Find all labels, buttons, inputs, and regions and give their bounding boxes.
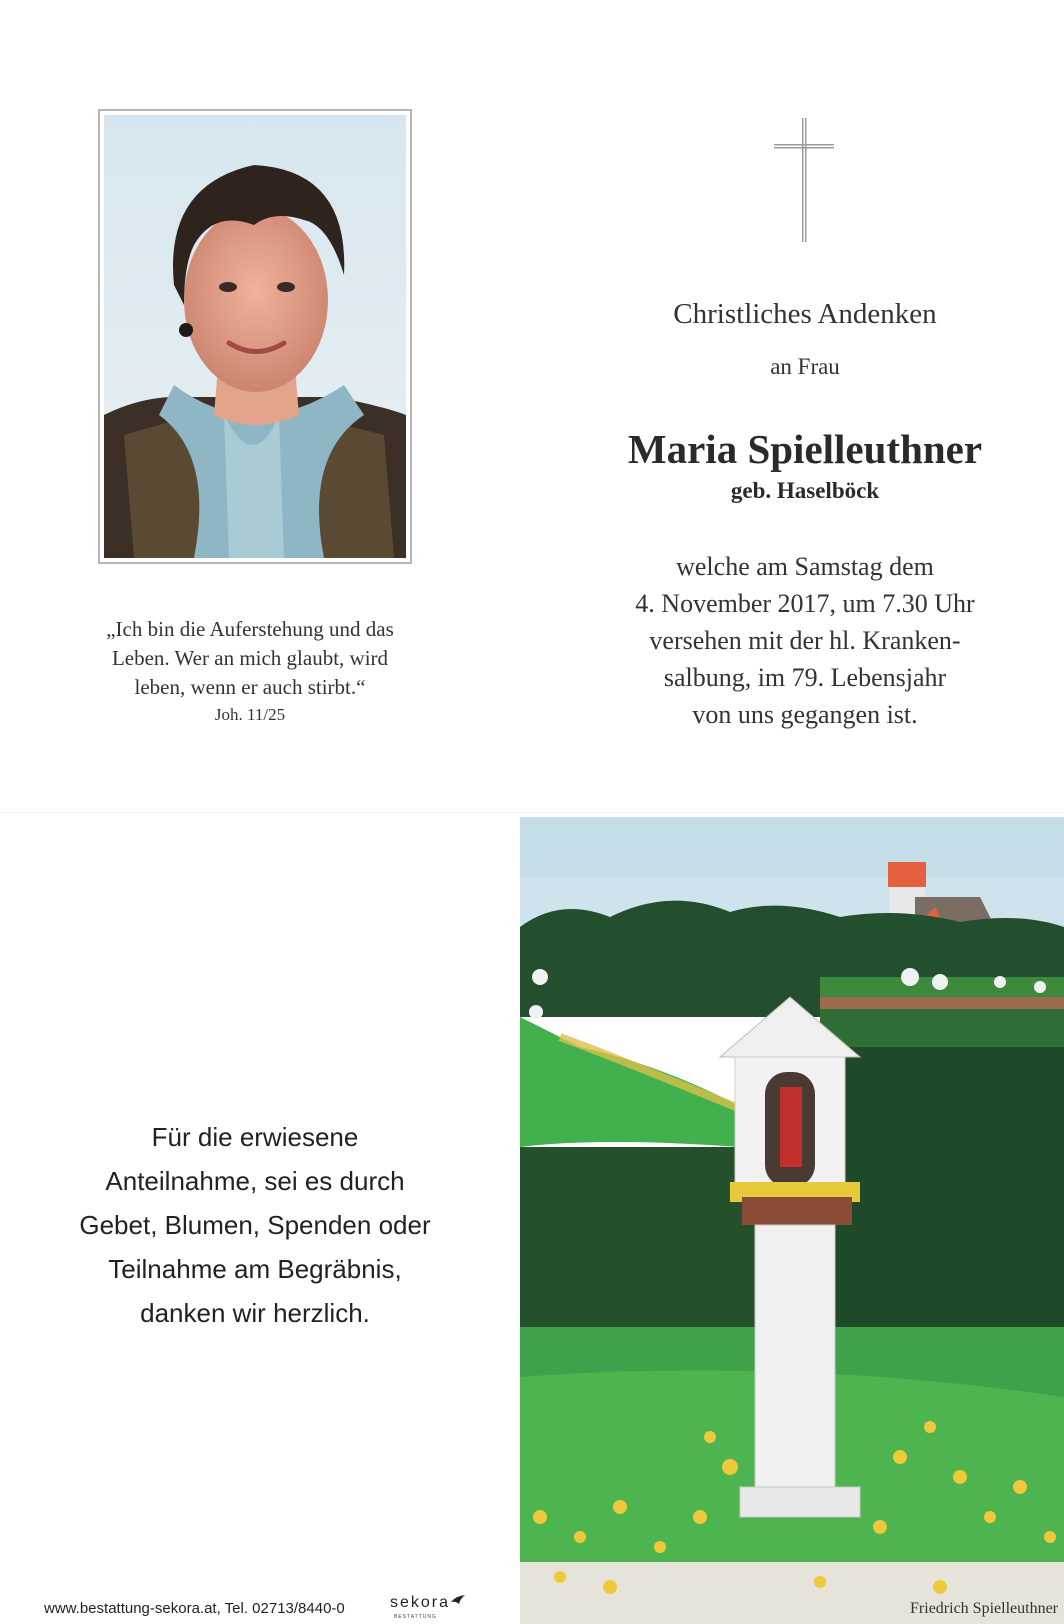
thanks-line: Für die erwiesene — [151, 1122, 359, 1152]
memorial-heading: Christliches Andenken — [673, 298, 937, 330]
logo-subtext: BESTATTUNG — [394, 1614, 437, 1620]
bible-quote — [60, 615, 440, 728]
thanks-line: Anteilnahme, sei es durch — [105, 1166, 405, 1196]
details-line: salbung, im 79. Lebensjahr — [663, 663, 947, 692]
thanks-line: Teilnahme am Begräbnis, — [108, 1254, 402, 1284]
wayside-shrine-painting — [520, 817, 1064, 1624]
bird-icon — [450, 1594, 466, 1606]
salutation: an Frau — [770, 354, 840, 379]
quote-line: Leben. Wer an mich glaubt, wird — [111, 646, 389, 670]
cross-icon — [772, 116, 836, 244]
details-line: von uns gegangen ist. — [692, 700, 918, 729]
footer-contact: www.bestattung-sekora.at, Tel. 02713/8440-0 — [44, 1600, 345, 1617]
quote-line: „Ich bin die Auferstehung und das — [106, 617, 394, 641]
birth-name: geb. Haselböck — [730, 478, 880, 503]
death-details — [575, 548, 1035, 733]
artist-signature: Friedrich Spielleuthner — [910, 1600, 1058, 1617]
fold-divider — [0, 812, 1064, 813]
thank-you-text — [30, 1115, 480, 1335]
quote-source: Joh. 11/25 — [214, 705, 286, 724]
deceased-name: Maria Spielleuthner — [627, 426, 983, 472]
details-line: versehen mit der hl. Kranken- — [649, 626, 961, 655]
thanks-line: Gebet, Blumen, Spenden oder — [79, 1210, 431, 1240]
logo-text: sekora — [390, 1594, 451, 1611]
portrait-photo — [104, 115, 406, 558]
details-line: welche am Samstag dem — [676, 552, 934, 581]
sekora-logo — [390, 1594, 470, 1624]
thanks-line: danken wir herzlich. — [140, 1298, 370, 1328]
quote-line: leben, wenn er auch stirbt.“ — [134, 675, 366, 699]
details-line: 4. November 2017, um 7.30 Uhr — [635, 589, 975, 618]
